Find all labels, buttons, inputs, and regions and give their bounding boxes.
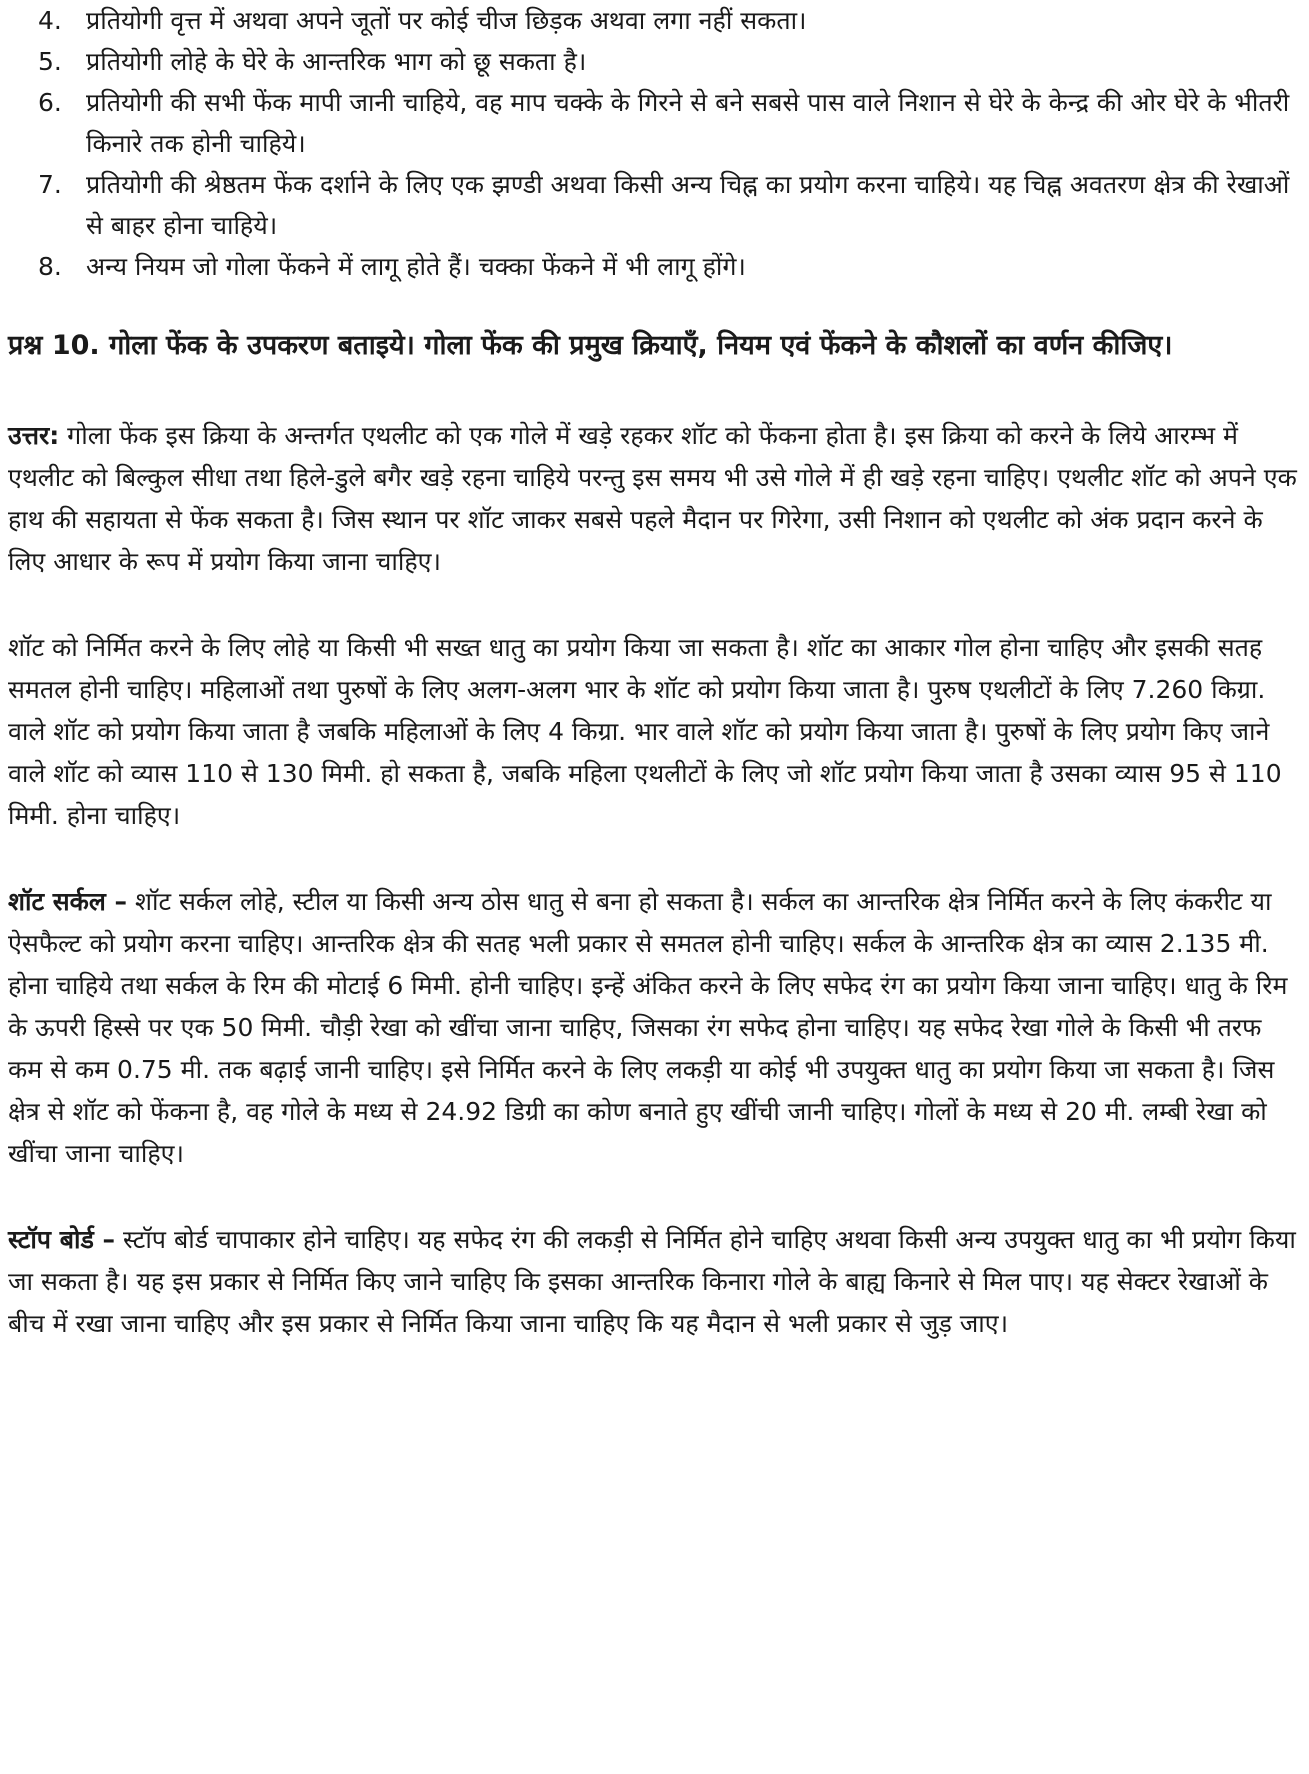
stop-board-text: स्टॉप बोर्ड चापाकार होने चाहिए। यह सफेद रंग की लकड़ी से निर्मित होने चाहिए अथवा किसी अन्य उपयुक्त धातु का भी प्रयोग किया जा सकता है। यह इस प्रकार से निर्मित किए जाने चाहिए कि इसका आन्तरिक किनारा गोले के बाह्य किनारे से मिल पाए। यह सेक्टर रेखाओं के बीच में रखा जाना चाहिए और इस प्रकार से निर्मित किया जाना चाहिए कि यह मैदान से भली प्रकार से जुड़ जाए। [8,1225,1296,1338]
list-item-text: प्रतियोगी वृत्त में अथवा अपने जूतों पर कोई चीज छिड़क अथवा लगा नहीं सकता। [86,6,807,35]
shot-paragraph: शॉट को निर्मित करने के लिए लोहे या किसी भी सख्त धातु का प्रयोग किया जा सकता है। शॉट का आकार गोल होना चाहिए और इसकी सतह समतल होनी चाहिए। महिलाओं तथा पुरुषों के लिए अलग-अलग भार के शॉट को प्रयोग किया जाता है। पुरुष एथलीटों के लिए 7.260 किग्रा. वाले शॉट को प्रयोग किया जाता है जबकि महिलाओं के लिए 4 किग्रा. भार वाले शॉट को प्रयोग किया जाता है। पुरुषों के लिए प्रयोग किए जाने वाले शॉट को व्यास 110 से 130 मिमी. हो सकता है, जबकि महिला एथलीटों के लिए जो शॉट प्रयोग किया जाता है उसका व्यास 95 से 110 मिमी. होना चाहिए। [8,633,1282,830]
list-item [8,82,1301,164]
list-item [8,164,1301,246]
list-item-text: प्रतियोगी की श्रेष्ठतम फेंक दर्शाने के लिए एक झण्डी अथवा किसी अन्य चिह्न का प्रयोग करना चाहिये। यह चिह्न अवतरण क्षेत्र की रेखाओं से बाहर होना चाहिये। [86,170,1290,240]
list-item [8,41,1301,82]
rules-list [8,0,1301,287]
list-item [8,0,1301,41]
answer-text: गोला फेंक इस क्रिया के अन्तर्गत एथलीट को एक गोले में खड़े रहकर शॉट को फेंकना होता है। इस क्रिया को करने के लिये आरम्भ में एथलीट को बिल्कुल सीधा तथा हिले-डुले बगैर खड़े रहना चाहिये परन्तु इस समय भी उसे गोले में ही खड़े रहना चाहिए। एथलीट शॉट को अपने एक हाथ की सहायता से फेंक सकता है। जिस स्थान पर शॉट जाकर सबसे पहले मैदान पर गिरेगा, उसी निशान को एथलीट को अंक प्रदान करने के लिए आधार के रूप में प्रयोग किया जाना चाहिए। [8,421,1297,576]
list-item-number: 7. [38,170,62,199]
stop-board-paragraph [8,1219,1301,1345]
question-heading: प्रश्न 10. गोला फेंक के उपकरण बताइये। गोला फेंक की प्रमुख क्रियाएँ, नियम एवं फेंकने के कौशलों का वर्णन कीजिए। [8,330,1173,361]
stop-board-label: स्टॉप बोर्ड – [8,1225,116,1254]
list-item-number: 4. [38,6,62,35]
shot-circle-label: शॉट सर्कल – [8,887,128,916]
list-item-number: 5. [38,47,62,76]
shot-circle-paragraph [8,881,1301,1175]
list-item-number: 6. [38,88,62,117]
list-item-number: 8. [38,252,62,281]
list-item [8,246,1301,287]
shot-circle-text: शॉट सर्कल लोहे, स्टील या किसी अन्य ठोस धातु से बना हो सकता है। सर्कल का आन्तरिक क्षेत्र निर्मित करने के लिए कंकरीट या ऐसफैल्ट को प्रयोग करना चाहिए। आन्तरिक क्षेत्र की सतह भली प्रकार से समतल होनी चाहिए। सर्कल के आन्तरिक क्षेत्र का व्यास 2.135 मी. होना चाहिये तथा सर्कल के रिम की मोटाई 6 मिमी. होनी चाहिए। इन्हें अंकित करने के लिए सफेद रंग का प्रयोग किया जाना चाहिए। धातु के रिम के ऊपरी हिस्से पर एक 50 मिमी. चौड़ी रेखा को खींचा जाना चाहिए, जिसका रंग सफेद होना चाहिए। यह सफेद रेखा गोले के किसी भी तरफ कम से कम 0.75 मी. तक बढ़ाई जानी चाहिए। इसे निर्मित करने के लिए लकड़ी या कोई भी उपयुक्त धातु का प्रयोग किया जा सकता है। जिस क्षेत्र से शॉट को फेंकना है, वह गोले के मध्य से 24.92 डिग्री का कोण बनाते हुए खींची जानी चाहिए। गोलों के मध्य से 20 मी. लम्बी रेखा को खींचा जाना चाहिए। [8,887,1288,1168]
list-item-text: अन्य नियम जो गोला फेंकने में लागू होते हैं। चक्का फेंकने में भी लागू होंगे। [86,252,746,281]
list-item-text: प्रतियोगी लोहे के घेरे के आन्तरिक भाग को छू सकता है। [86,47,587,76]
answer-label: उत्तर: [8,421,60,450]
answer-paragraph [8,415,1301,583]
list-item-text: प्रतियोगी की सभी फेंक मापी जानी चाहिये, वह माप चक्के के गिरने से बने सबसे पास वाले निशान से घेरे के केन्द्र की ओर घेरे के भीतरी किनारे तक होनी चाहिये। [86,88,1290,158]
